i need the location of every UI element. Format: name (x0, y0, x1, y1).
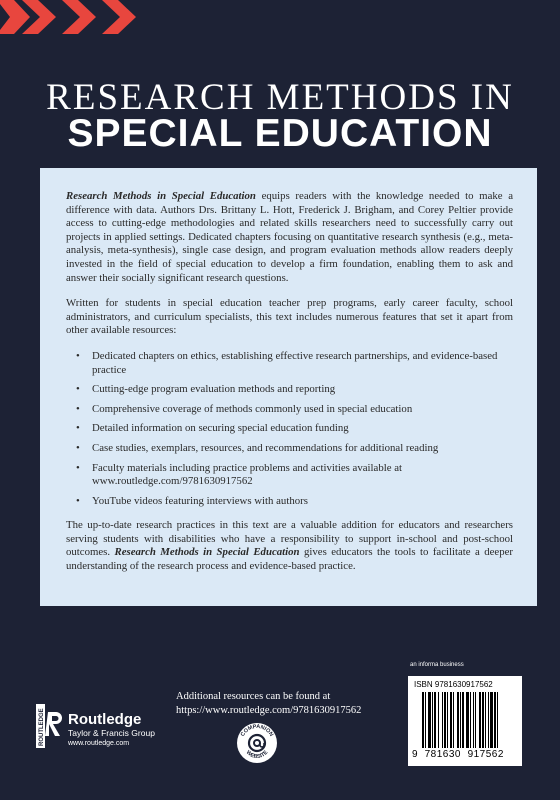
publisher-name: Routledge (68, 711, 142, 728)
publisher-url: www.routledge.com (68, 740, 130, 747)
companion-top-label: COMPANION (239, 723, 275, 738)
list-item: • Faculty materials including practice problems and activities available at www.routledge.com/9781630917562 (84, 462, 513, 489)
isbn-label: ISBN 9781630917562 (414, 680, 493, 689)
publisher-block (68, 712, 155, 749)
closing-text-end: gives educators the tools to facilitate a deeper understanding of the research process and evidence-based practice. (66, 546, 513, 573)
routledge-logo-icon (36, 704, 66, 748)
barcode-digits (412, 749, 504, 760)
intro-paragraph (66, 190, 513, 285)
audience-paragraph: Written for students in special education teacher prep programs, early career faculty, school administrators, and curriculum specialists, this text includes numerous features that set it apart from other available resources: (66, 297, 513, 337)
closing-book-title: Research Methods in Special Education (114, 546, 300, 559)
description-panel (40, 168, 537, 606)
companion-bottom-label: WEBSITE (244, 749, 270, 761)
barcode-bars-icon (422, 692, 518, 748)
additional-resources (176, 690, 361, 718)
list-item: • YouTube videos featuring interviews with authors (84, 495, 513, 509)
closing-paragraph (66, 519, 513, 573)
publisher-group: Taylor & Francis Group (68, 728, 155, 738)
companion-website-icon (236, 722, 278, 764)
book-title-line2: SPECIAL EDUCATION (67, 112, 493, 155)
barcode-digit-prefix: 9 (412, 749, 419, 760)
list-item: • Case studies, exemplars, resources, and recommendations for additional reading (84, 442, 513, 456)
book-title-line1: RESEARCH METHODS IN (46, 77, 514, 118)
informa-label: an informa business (410, 662, 464, 668)
list-item: • Cutting-edge program evaluation methods and reporting (84, 383, 513, 397)
features-list (66, 350, 513, 508)
barcode (408, 676, 522, 766)
barcode-digits-left: 781630 (424, 749, 461, 760)
barcode-digits-right: 917562 (467, 749, 504, 760)
list-item: • Dedicated chapters on ethics, establishing effective research partnerships, and evidence-based practice (84, 350, 513, 377)
routledge-vertical-label: ROUTLEDGE (39, 708, 45, 746)
list-item: • Detailed information on securing special education funding (84, 422, 513, 436)
additional-resources-label: Additional resources can be found at (176, 691, 331, 702)
intro-book-title: Research Methods in Special Education (66, 190, 256, 202)
closing-text-start: The up-to-date research practices in this text are a valuable addition for educators and researchers serving students with disabilities who have a responsibility to support in-school and post-school outcomes. (66, 519, 513, 559)
additional-resources-url: https://www.routledge.com/9781630917562 (176, 705, 362, 716)
intro-text: equips readers with the knowledge needed to make a difference with data. Authors Drs. Brittany L. Hott, Frederick J. Brigham, and Corey Peltier provide access to cutting-edge methodologies and related skills researchers need to successfully carry out projects in applied settings. Dedicated chapters focusing on quantitative research synthesis (e.g., meta-analysis, meta-synthesis), single case design, and program evaluation methods allow readers deeply invested in the field of special education to develop a firm foundation, enabling them to ask and answer their socially significant research questions. (66, 190, 513, 284)
chevron-decoration-icon (0, 0, 140, 34)
list-item: • Comprehensive coverage of methods commonly used in special education (84, 403, 513, 417)
